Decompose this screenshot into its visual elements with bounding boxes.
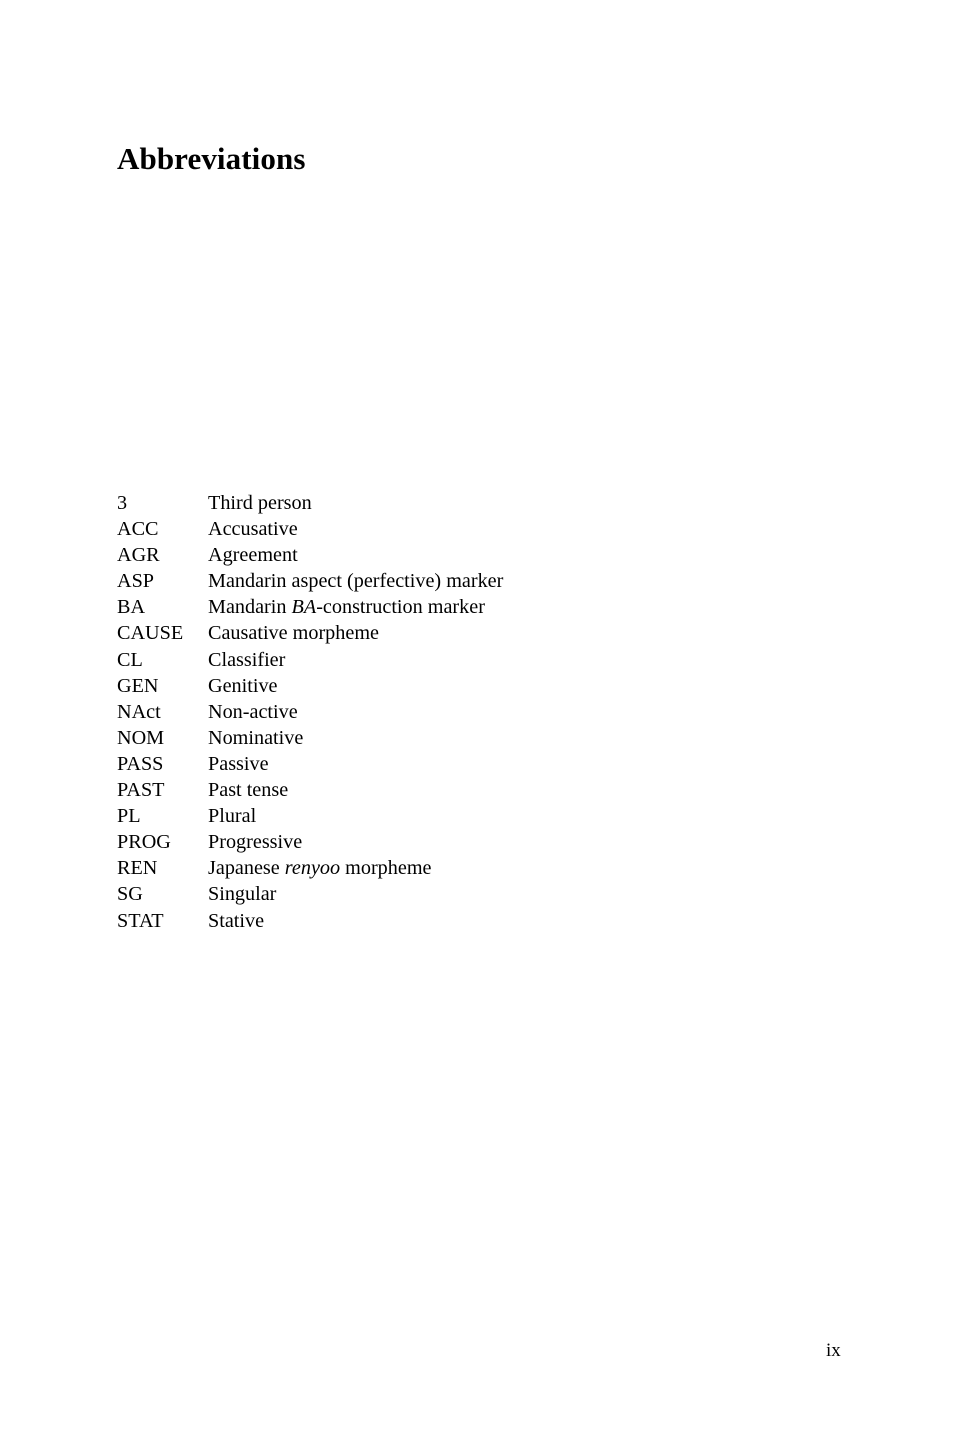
abbreviation-row [117, 568, 817, 594]
abbreviation-term: NOM [117, 726, 165, 749]
abbreviation-term: PAST [117, 779, 165, 802]
abbreviation-definition: Causative morpheme [208, 622, 379, 645]
abbreviation-term: NAct [117, 700, 161, 723]
abbreviation-term: PROG [117, 831, 171, 854]
abbreviation-row [117, 855, 817, 881]
abbreviation-term: ACC [117, 518, 159, 541]
abbreviation-definition: Past tense [208, 779, 289, 802]
abbreviation-row [117, 620, 817, 646]
abbreviation-row [117, 673, 817, 699]
abbreviation-term: CAUSE [117, 622, 184, 645]
abbreviation-definition: Third person [208, 492, 312, 514]
abbreviation-term: SG [117, 883, 143, 906]
abbreviation-row [117, 777, 817, 803]
page-number: ix [826, 1340, 841, 1361]
abbreviation-definition: Japanese renyoo morpheme [208, 857, 432, 880]
abbreviation-definition: Accusative [208, 518, 298, 541]
abbreviations-list [117, 490, 817, 934]
abbreviation-definition: Stative [208, 909, 265, 932]
abbreviation-row [117, 881, 817, 907]
abbreviation-definition: Mandarin aspect (perfective) marker [208, 570, 504, 593]
abbreviation-definition: Progressive [208, 831, 303, 854]
abbreviation-definition: Passive [208, 752, 269, 775]
abbreviation-definition: Mandarin BA-construction marker [208, 596, 485, 619]
abbreviation-row [117, 594, 817, 620]
abbreviation-row [117, 725, 817, 751]
abbreviation-term: AGR [117, 544, 160, 567]
abbreviation-row [117, 542, 817, 568]
abbreviation-definition: Agreement [208, 544, 298, 567]
abbreviation-definition-italic: BA [291, 596, 317, 619]
abbreviation-definition: Nominative [208, 726, 304, 749]
abbreviation-row [117, 829, 817, 855]
abbreviation-term: REN [117, 857, 158, 880]
abbreviation-row [117, 751, 817, 777]
abbreviation-term: GEN [117, 674, 159, 697]
abbreviation-definition: Non-active [208, 700, 298, 723]
abbreviation-definition: Singular [208, 883, 277, 906]
abbreviation-term: CL [117, 648, 143, 671]
abbreviation-row [117, 699, 817, 725]
abbreviation-row [117, 516, 817, 542]
abbreviation-definition: Classifier [208, 648, 286, 671]
page-title: Abbreviations [117, 140, 306, 176]
abbreviation-term: PASS [117, 752, 164, 775]
abbreviation-row [117, 803, 817, 829]
abbreviation-definition: Genitive [208, 674, 278, 697]
abbreviation-row [117, 490, 817, 516]
abbreviation-definition: Plural [208, 805, 257, 828]
abbreviation-term: ASP [117, 570, 155, 593]
abbreviation-term: STAT [117, 909, 164, 932]
abbreviation-row [117, 908, 817, 934]
abbreviation-row [117, 647, 817, 673]
abbreviation-term: BA [117, 596, 146, 619]
abbreviation-definition-italic: renyoo [284, 857, 341, 880]
abbreviation-term: 3 [117, 492, 128, 514]
abbreviation-term: PL [117, 805, 141, 828]
